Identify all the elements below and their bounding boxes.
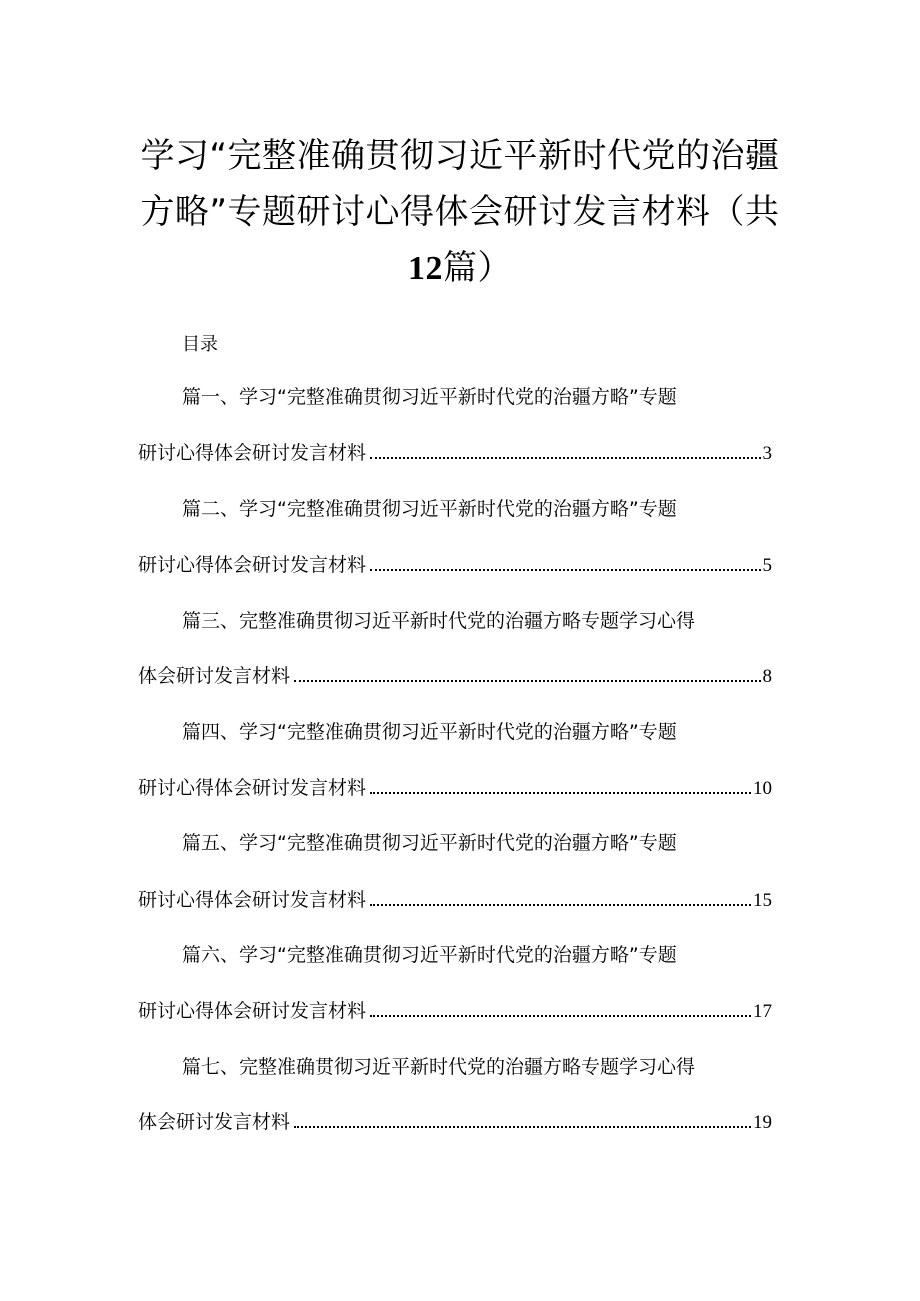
toc-entry-7-page: 19 <box>753 1112 772 1133</box>
dot-leader <box>370 791 751 794</box>
dot-leader <box>294 679 760 682</box>
toc-entry-3-page: 8 <box>762 666 772 687</box>
toc-entry-5-text: 研讨心得体会研讨发言材料 <box>138 889 367 911</box>
toc-entry-2-continuation[interactable] <box>138 552 772 579</box>
toc-entry-4-page: 10 <box>753 778 772 799</box>
toc-entry-7-text: 体会研讨发言材料 <box>138 1111 291 1133</box>
toc-heading: 目录 <box>182 334 218 355</box>
toc-entry-2-text: 研讨心得体会研讨发言材料 <box>138 554 367 576</box>
title-line-3-text: 篇） <box>443 248 512 288</box>
toc-entry-3-text: 体会研讨发言材料 <box>138 665 291 687</box>
toc-entry-6-text: 研讨心得体会研讨发言材料 <box>138 1000 367 1022</box>
toc-entry-7-title[interactable]: 篇七、完整准确贯彻习近平新时代党的治疆方略专题学习心得 <box>182 1056 696 1078</box>
toc-entry-5-continuation[interactable] <box>138 887 772 914</box>
toc-entry-3-title[interactable]: 篇三、完整准确贯彻习近平新时代党的治疆方略专题学习心得 <box>182 610 696 632</box>
toc-entry-7-continuation[interactable] <box>138 1109 772 1136</box>
toc-entry-5-title[interactable]: 篇五、学习“完整准确贯彻习近平新时代党的治疆方略”专题 <box>182 832 677 854</box>
toc-entry-1-title[interactable]: 篇一、学习“完整准确贯彻习近平新时代党的治疆方略”专题 <box>182 386 677 408</box>
toc-entry-1-continuation[interactable] <box>138 440 772 467</box>
title-line-2: 方略”专题研讨心得体会研讨发言材料（共 <box>140 192 780 232</box>
toc-entry-3-continuation[interactable] <box>138 663 772 690</box>
toc-entry-6-continuation[interactable] <box>138 998 772 1025</box>
title-count: 12 <box>408 250 443 287</box>
dot-leader <box>370 1014 751 1017</box>
dot-leader <box>370 568 760 571</box>
toc-entry-2-page: 5 <box>762 555 772 576</box>
toc-entry-2-title[interactable]: 篇二、学习“完整准确贯彻习近平新时代党的治疆方略”专题 <box>182 498 677 520</box>
dot-leader <box>294 1125 751 1128</box>
toc-entry-1-text: 研讨心得体会研讨发言材料 <box>138 442 367 464</box>
toc-entry-5-page: 15 <box>753 890 772 911</box>
toc-entry-4-text: 研讨心得体会研讨发言材料 <box>138 777 367 799</box>
toc-entry-6-page: 17 <box>753 1001 772 1022</box>
toc-entry-1-page: 3 <box>762 443 772 464</box>
toc-entry-4-title[interactable]: 篇四、学习“完整准确贯彻习近平新时代党的治疆方略”专题 <box>182 721 677 743</box>
title-line-1: 学习“完整准确贯彻习近平新时代党的治疆 <box>140 136 780 176</box>
toc-entry-4-continuation[interactable] <box>138 775 772 802</box>
toc-entry-6-title[interactable]: 篇六、学习“完整准确贯彻习近平新时代党的治疆方略”专题 <box>182 944 677 966</box>
dot-leader <box>370 456 760 459</box>
dot-leader <box>370 903 751 906</box>
